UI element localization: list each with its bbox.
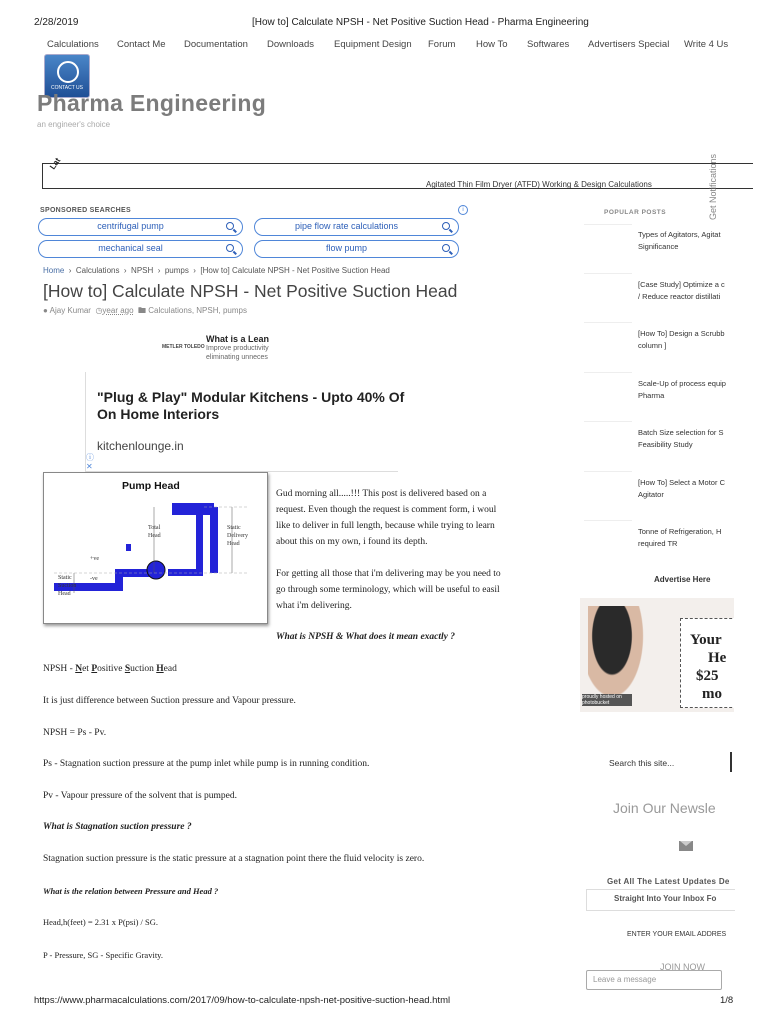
envelope-icon bbox=[679, 841, 693, 851]
post-title: [How to] Calculate NPSH - Net Positive Suction Head bbox=[43, 281, 458, 301]
join-now-button[interactable]: JOIN NOW bbox=[660, 962, 705, 972]
nav-calculations[interactable]: Calculations bbox=[47, 39, 99, 50]
total-head-label-1: Total bbox=[148, 525, 161, 531]
post-meta bbox=[43, 305, 247, 319]
search-icon bbox=[226, 222, 234, 230]
word-uction: uction bbox=[130, 664, 157, 674]
static-delivery-label-2: Delivery bbox=[227, 533, 248, 539]
diagram-title: Pump Head bbox=[122, 480, 180, 492]
search-icon bbox=[442, 244, 450, 252]
updates-line-1: Get All The Latest Updates De bbox=[607, 877, 730, 886]
ps-definition: Ps - Stagnation suction pressure at the pump inlet while pump is in running condition. bbox=[43, 759, 370, 769]
search-pill-mechanical-seal[interactable] bbox=[38, 240, 243, 258]
popular-line: Types of Agitators, Agitat bbox=[638, 230, 721, 239]
search-icon bbox=[442, 222, 450, 230]
popular-post-1[interactable] bbox=[638, 229, 734, 253]
discharge-pipe bbox=[168, 569, 203, 576]
popular-line: Tonne of Refrigeration, H bbox=[638, 527, 722, 536]
sponsored-heading: SPONSORED SEARCHES bbox=[40, 207, 131, 214]
ad1-line1: Improve productivity bbox=[206, 345, 269, 352]
contact-us-logo-text: CONTACT US bbox=[50, 85, 84, 91]
static-suction-label-3: Head bbox=[58, 591, 71, 597]
info-icon[interactable]: i bbox=[458, 205, 468, 215]
question-stagnation: What is Stagnation suction pressure ? bbox=[43, 822, 192, 832]
ad1-logo[interactable]: METLER TOLEDO bbox=[162, 344, 205, 350]
letter-s: S bbox=[124, 664, 131, 674]
search-pill-centrifugal-pump[interactable] bbox=[38, 218, 243, 236]
letter-n: N bbox=[75, 664, 83, 674]
question-npsh: What is NPSH & What does it mean exactly ? bbox=[276, 632, 456, 642]
paragraph-difference: It is just difference between Suction pressure and Vapour pressure. bbox=[43, 696, 296, 706]
advertise-here-heading: Advertise Here bbox=[654, 575, 711, 584]
popular-line: / Reduce reactor distillati bbox=[638, 292, 721, 301]
popular-thumb[interactable] bbox=[584, 372, 632, 411]
popular-line: Batch Size selection for S bbox=[638, 428, 724, 437]
print-date: 2/28/2019 bbox=[34, 17, 79, 28]
popular-posts-heading: POPULAR POSTS bbox=[604, 209, 667, 216]
author-icon: ● bbox=[43, 306, 48, 315]
popular-post-5[interactable] bbox=[638, 427, 734, 451]
email-input[interactable]: ENTER YOUR EMAIL ADDRES bbox=[627, 931, 727, 938]
pump-inlet-pipe bbox=[117, 569, 123, 587]
stagnation-definition: Stagnation suction pressure is the static pressure at a stagnation point there the fluid velocity is zero. bbox=[43, 854, 425, 864]
clock-icon: ◷ bbox=[95, 306, 103, 315]
breadcrumb-pumps[interactable]: pumps bbox=[164, 266, 189, 275]
get-notifications-tab[interactable]: Get Notifications bbox=[708, 153, 718, 220]
static-suction-label-1: Static bbox=[58, 575, 72, 581]
minus-ve-label: -ve bbox=[90, 576, 98, 582]
ad-text-line-2: He bbox=[708, 650, 727, 666]
post-time: year ago bbox=[102, 306, 134, 315]
pill-label: mechanical seal bbox=[98, 243, 163, 253]
leave-message-widget[interactable] bbox=[586, 970, 722, 990]
ad1-line2: eliminating unneces bbox=[206, 354, 268, 361]
letter-p: P bbox=[91, 664, 98, 674]
breadcrumb-home[interactable]: Home bbox=[43, 266, 65, 275]
print-page: 1/8 bbox=[720, 995, 734, 1006]
popular-line: Significance bbox=[638, 242, 679, 251]
ad-text-line-4: mo bbox=[702, 686, 722, 702]
updates-line-2: Straight Into Your Inbox Fo bbox=[614, 894, 717, 903]
popular-thumb[interactable] bbox=[584, 520, 632, 559]
folder-icon: 🖿 bbox=[138, 306, 147, 315]
delivery-pipe bbox=[172, 503, 214, 510]
pump-head-diagram bbox=[43, 472, 268, 624]
popular-line: required TR bbox=[638, 539, 678, 548]
npsh-definition bbox=[43, 664, 177, 674]
pump-icon bbox=[147, 561, 165, 579]
post-author[interactable]: Ajay Kumar bbox=[49, 306, 91, 315]
intro-line-1: Gud morning all.....!!! This post is delivered based on a bbox=[276, 489, 487, 499]
level-marker bbox=[126, 544, 131, 551]
intro-line-6: go through some terminology, which will be useful to easil bbox=[276, 585, 500, 595]
word-ead: ead bbox=[163, 664, 177, 674]
sidebar-search-input[interactable]: Search this site... bbox=[609, 758, 675, 768]
intro-line-5: For getting all those that i'm delivering may be you need to bbox=[276, 569, 501, 579]
ad-text-line-1: Your bbox=[690, 632, 722, 648]
popular-post-6[interactable] bbox=[638, 477, 734, 501]
intro-line-7: what i'm delivering. bbox=[276, 601, 352, 611]
popular-line: Scale-Up of process equip bbox=[638, 379, 726, 388]
popular-thumb[interactable] bbox=[584, 421, 632, 460]
phone-icon bbox=[57, 61, 79, 83]
popular-line: Agitator bbox=[638, 490, 664, 499]
popular-thumb[interactable] bbox=[584, 224, 632, 263]
search-divider bbox=[730, 752, 732, 772]
popular-thumb[interactable] bbox=[584, 471, 632, 510]
post-labels[interactable]: Calculations, NPSH, pumps bbox=[148, 306, 247, 315]
popular-line: column ] bbox=[638, 341, 667, 350]
search-icon bbox=[226, 244, 234, 252]
site-tagline: an engineer's choice bbox=[37, 120, 111, 129]
ad-text-line-3: $25 bbox=[696, 668, 719, 684]
nav-advertisers-special[interactable]: Advertisers Special bbox=[588, 39, 670, 50]
nav-downloads[interactable]: Downloads bbox=[267, 39, 314, 50]
ad2-title[interactable]: "Plug & Play" Modular Kitchens - Upto 40% Of On Home Interiors bbox=[97, 389, 405, 422]
pv-definition: Pv - Vapour pressure of the solvent that is pumped. bbox=[43, 791, 238, 801]
intro-line-4: about this on my own, i found its depth. bbox=[276, 537, 428, 547]
top-nav bbox=[0, 39, 768, 53]
pill-label: centrifugal pump bbox=[97, 221, 164, 231]
head-formula: Head,h(feet) = 2.31 x P(psi) / SG. bbox=[43, 917, 159, 927]
static-delivery-label-1: Static bbox=[227, 525, 241, 531]
npsh-formula: NPSH = Ps - Pv. bbox=[43, 728, 107, 738]
letter-h: H bbox=[156, 664, 164, 674]
nav-contact-me[interactable]: Contact Me bbox=[117, 39, 166, 50]
pressure-sg-definition: P - Pressure, SG - Specific Gravity. bbox=[43, 950, 164, 960]
question-pressure-head: What is the relation between Pressure and Head ? bbox=[43, 886, 219, 896]
breadcrumb-calculations[interactable]: Calculations bbox=[75, 266, 120, 275]
ad-credit: proudly hosted on photobucket bbox=[582, 694, 632, 706]
word-ositive: ositive bbox=[97, 664, 125, 674]
static-delivery-label-3: Head bbox=[227, 541, 240, 547]
sidebar-ad-banner[interactable] bbox=[580, 598, 734, 712]
leave-message-label: Leave a message bbox=[593, 975, 657, 984]
pump-diagram-svg bbox=[44, 473, 267, 623]
intro-line-3: like to deliver in full length, because while trying to learn bbox=[276, 521, 495, 531]
total-head-label-2: Head bbox=[148, 533, 161, 539]
popular-post-7[interactable] bbox=[638, 526, 734, 550]
print-title: [How to] Calculate NPSH - Net Positive Suction Head - Pharma Engineering bbox=[252, 17, 589, 28]
outlet-pipe bbox=[196, 509, 203, 571]
plus-ve-label: +ve bbox=[90, 556, 100, 562]
popular-line: [How To] Design a Scrubb bbox=[638, 329, 725, 338]
newsletter-heading: Join Our Newsle bbox=[613, 800, 716, 816]
ad2-site[interactable]: kitchenlounge.in bbox=[97, 439, 184, 453]
site-title[interactable]: Pharma Engineering bbox=[37, 90, 267, 116]
popular-thumb[interactable] bbox=[584, 322, 632, 361]
intro-line-2: request. Even though the request is comment form, i woul bbox=[276, 505, 497, 515]
popular-thumb[interactable] bbox=[584, 273, 632, 312]
ticker-link[interactable]: Agitated Thin Film Dryer (ATFD) Working & Design Calculations bbox=[426, 180, 652, 189]
pill-label: pipe flow rate calculations bbox=[294, 221, 399, 231]
adchoices-icon[interactable]: ⓘ ✕ bbox=[86, 453, 94, 471]
search-pill-pipe-flow[interactable] bbox=[254, 218, 459, 236]
popular-post-2[interactable] bbox=[638, 279, 734, 303]
breadcrumb: Home › Calculations › NPSH › pumps › [How to] Calculate NPSH - Net Positive Suction Head bbox=[43, 266, 390, 275]
ticker-badge: Lat bbox=[48, 156, 63, 172]
breadcrumb-npsh[interactable]: NPSH bbox=[131, 266, 154, 275]
ad1-title[interactable]: What is a Lean bbox=[206, 334, 270, 344]
search-pill-flow-pump[interactable] bbox=[254, 240, 459, 258]
popular-line: [How To] Select a Motor C bbox=[638, 478, 725, 487]
popular-post-4[interactable] bbox=[638, 378, 734, 402]
nav-equipment-design[interactable]: Equipment Design bbox=[334, 39, 412, 50]
popular-post-3[interactable] bbox=[638, 328, 734, 352]
popular-line: [Case Study] Optimize a c bbox=[638, 280, 725, 289]
nav-how-to[interactable]: How To bbox=[476, 39, 508, 50]
pill-label: flow pump bbox=[325, 243, 368, 253]
static-suction-label-2: Suction bbox=[58, 583, 77, 589]
print-url: https://www.pharmacalculations.com/2017/09/how-to-calculate-npsh-net-positive-suction-head.html bbox=[34, 995, 451, 1006]
breadcrumb-current: [How to] Calculate NPSH - Net Positive Suction Head bbox=[200, 266, 390, 275]
ad-woman-image bbox=[588, 606, 648, 706]
nav-softwares[interactable]: Softwares bbox=[527, 39, 570, 50]
nav-documentation[interactable]: Documentation bbox=[184, 39, 248, 50]
popular-line: Feasibility Study bbox=[638, 440, 693, 449]
popular-line: Pharma bbox=[638, 391, 665, 400]
nav-write-4-us[interactable]: Write 4 Us bbox=[684, 39, 729, 50]
nav-forum[interactable]: Forum bbox=[428, 39, 456, 50]
word-et: et bbox=[82, 664, 92, 674]
npsh-prefix: NPSH - bbox=[43, 664, 76, 674]
